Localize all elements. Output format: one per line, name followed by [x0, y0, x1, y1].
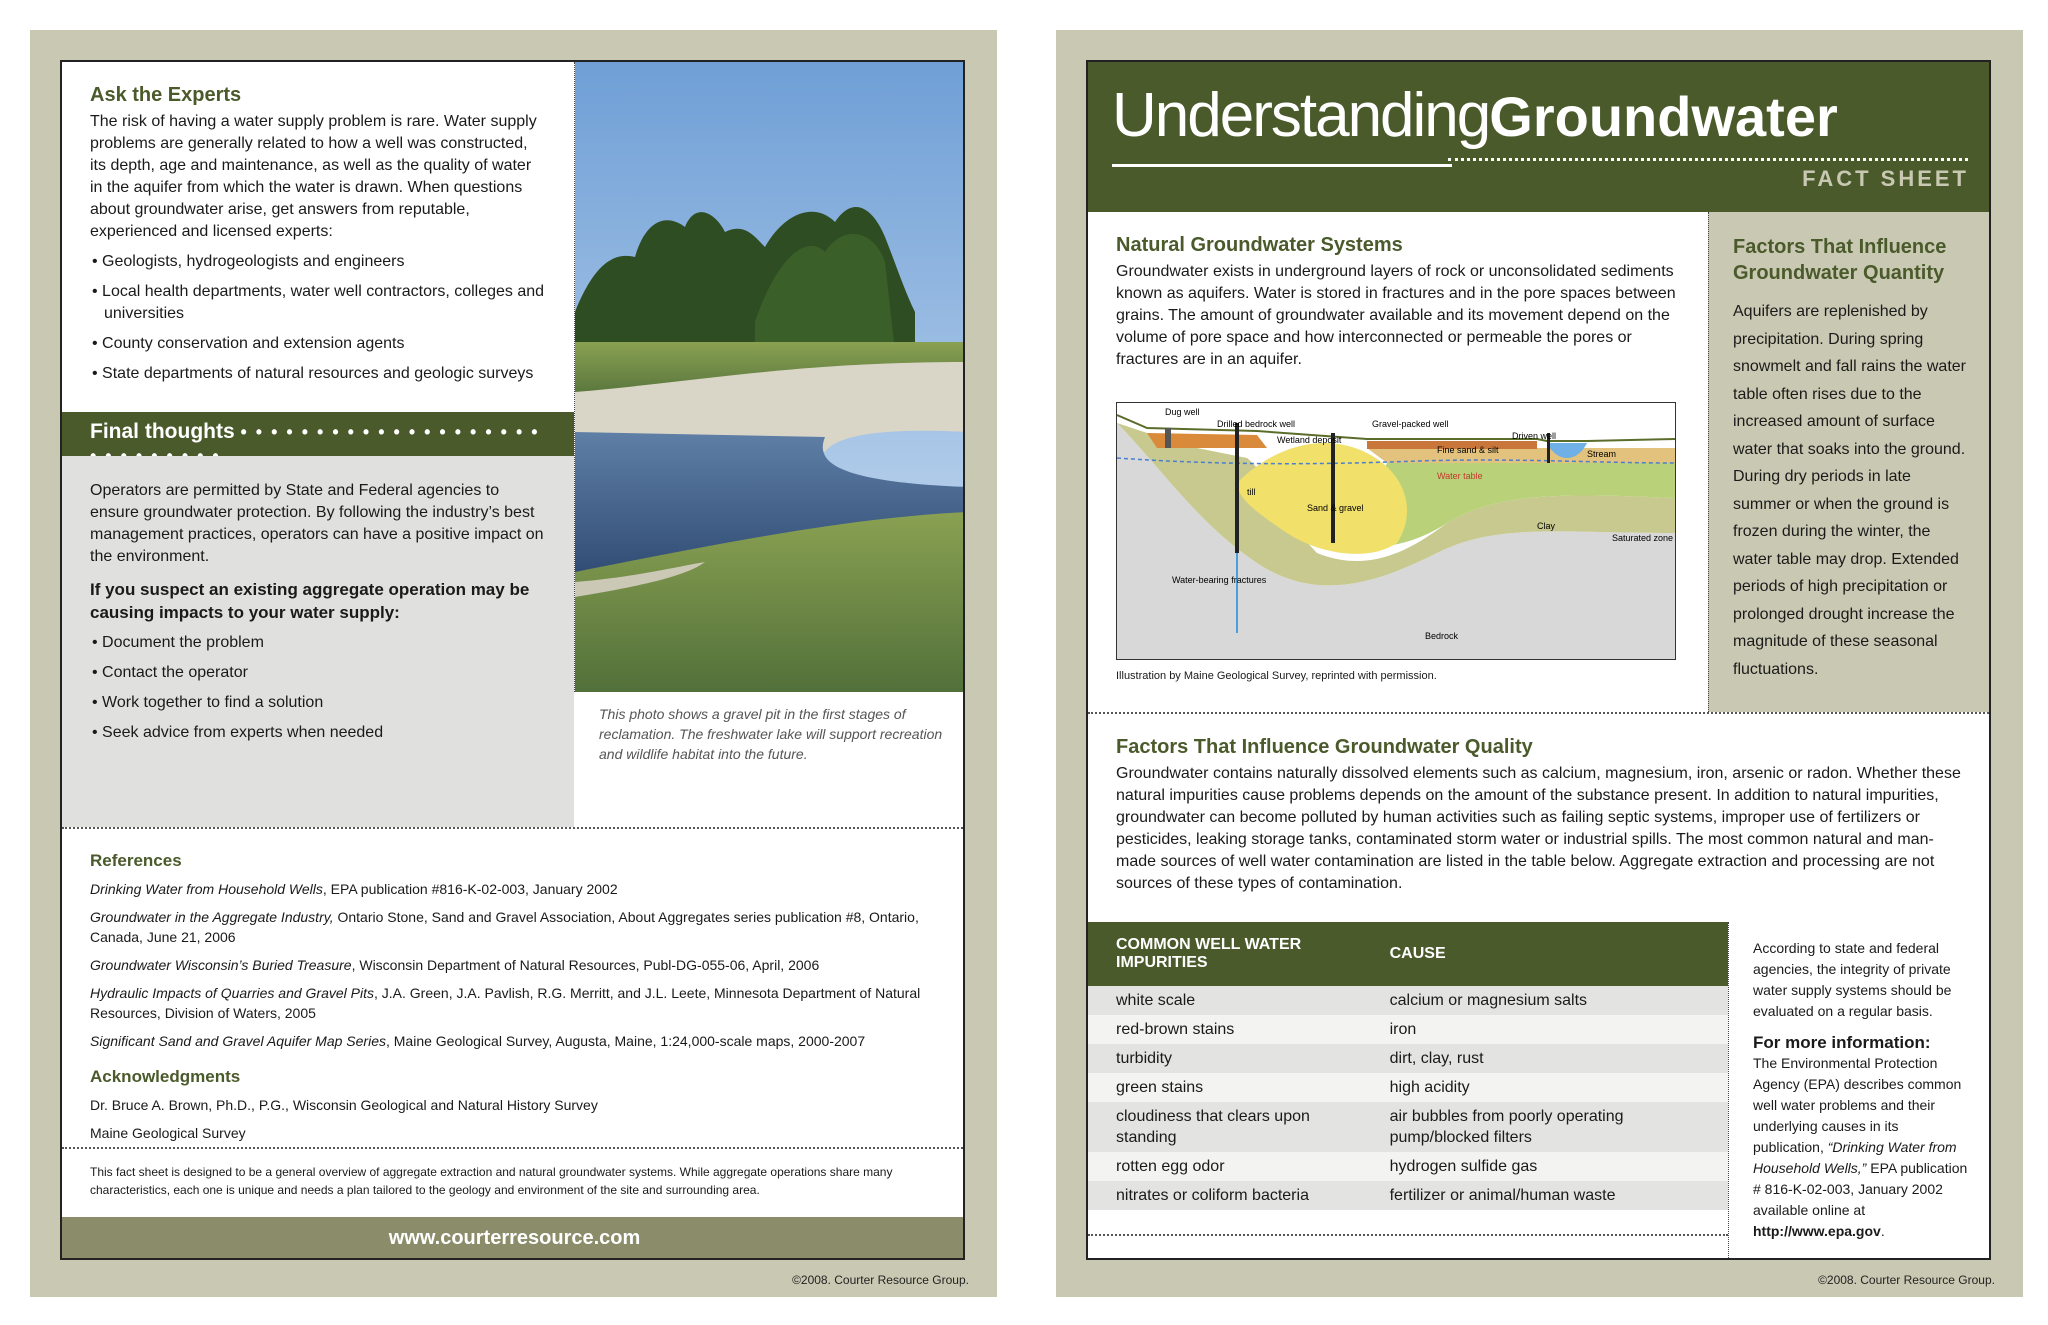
- column-header-cause: CAUSE: [1378, 922, 1728, 986]
- impurities-table: [1088, 922, 1728, 1210]
- table-row: nitrates or coliform bacteria fertilizer or animal/human waste: [1088, 1181, 1728, 1210]
- list-item: • State departments of natural resources and geologic surveys: [90, 363, 546, 385]
- diagram-label: Fine sand & silt: [1437, 445, 1499, 455]
- disclaimer: This fact sheet is designed to be a general overview of aggregate extraction and natural groundwater systems. While aggregate operations share many characteristics, each one is unique and needs a plan tailored to the geology and environment of the site and surrounding area.: [62, 1147, 965, 1217]
- list-item: • Local health departments, water well contractors, colleges and universities: [90, 281, 546, 325]
- diagram-label: Stream: [1587, 449, 1617, 459]
- title-banner: [1088, 62, 1991, 212]
- acknowledgments-heading: Acknowledgments: [90, 1067, 241, 1086]
- table-row: white scale calcium or magnesium salts: [1088, 986, 1728, 1015]
- table-row: green stains high acidity: [1088, 1073, 1728, 1102]
- final-thoughts-bar: [62, 412, 574, 456]
- diagram-credit: Illustration by Maine Geological Survey, reprinted with permission.: [1116, 670, 1437, 682]
- experts-list: [90, 251, 546, 385]
- more-info-heading: For more information:: [1753, 1033, 1931, 1052]
- table-row: red-brown stains iron: [1088, 1015, 1728, 1044]
- diagram-label: Drilled bedrock well: [1217, 419, 1296, 429]
- more-info-body: The Environmental Protection Agency (EPA) describes common well water problems and their underlying causes in its publication, “Drinking Water from Household Wells,” EPA publication # 816-K-02-003, January 2002 available online at http://www.epa.gov.: [1753, 1055, 1968, 1239]
- final-thoughts-body: Operators are permitted by State and Federal agencies to ensure groundwater protection. By following the industry’s best management practices, operators can have a positive impact on the environment.: [90, 482, 544, 565]
- diagram-label: Saturated zone: [1612, 533, 1674, 543]
- list-item: • Contact the operator: [90, 662, 546, 684]
- list-item: • County conservation and extension agents: [90, 333, 546, 355]
- column-header-impurities: COMMON WELL WATER IMPURITIES: [1088, 922, 1378, 986]
- experts-heading: Ask the Experts: [90, 84, 242, 106]
- table-row: cloudiness that clears upon standing air bubbles from poorly operating pump/blocked filters: [1088, 1102, 1728, 1152]
- natural-heading: Natural Groundwater Systems: [1116, 234, 1403, 256]
- reclaimed-lake-image: [575, 62, 965, 692]
- title-light: Understanding: [1112, 81, 1490, 150]
- front-page-frame: [1086, 60, 1991, 1260]
- epa-link[interactable]: http://www.epa.gov: [1753, 1223, 1881, 1239]
- experts-body: The risk of having a water supply problem is rare. Water supply problems are generally related to how a well was constructed, its depth, age and maintenance, as well as the quality of water in the aquifer from which the water is drawn. When questions about groundwater arise, get answers from reputable, experienced and licensed experts:: [90, 113, 537, 240]
- sidebar-intro: According to state and federal agencies, the integrity of private water supply systems should be evaluated on a regular basis.: [1753, 940, 1952, 1019]
- diagram-label: Gravel-packed well: [1372, 419, 1449, 429]
- acknowledgment-item: Dr. Bruce A. Brown, Ph.D., P.G., Wisconsin Geological and Natural History Survey: [90, 1097, 598, 1113]
- photo-caption: This photo shows a gravel pit in the first stages of reclamation. The freshwater lake will support recreation and wildlife habitat into the future.: [575, 692, 965, 827]
- groundwater-quality-section: [1088, 712, 1991, 922]
- dotted-rule: • • • • • • • • • • • • • • • • • • • •: [240, 422, 540, 442]
- back-page-frame: [60, 60, 965, 1260]
- diagram-label: till: [1247, 487, 1256, 497]
- groundwater-quantity-section: [1708, 212, 1991, 712]
- diagram-label: Dug well: [1165, 407, 1200, 417]
- diagram-label: Bedrock: [1425, 631, 1459, 641]
- acknowledgment-item: Maine Geological Survey: [90, 1125, 246, 1141]
- reference-item: Significant Sand and Gravel Aquifer Map Series, Maine Geological Survey, Augusta, Maine, 1:24,000-scale maps, 2000-2007: [90, 1033, 866, 1049]
- front-page: [1056, 30, 2023, 1297]
- title-underline: [1112, 164, 1452, 167]
- gravel-pit-photo: [574, 62, 965, 762]
- diagram-label: Sand & gravel: [1307, 503, 1364, 513]
- quality-heading: Factors That Influence Groundwater Quality: [1116, 736, 1533, 758]
- final-thoughts-heading: Final thoughts: [90, 420, 235, 443]
- final-thoughts-callout: If you suspect an existing aggregate operation may be causing impacts to your water supply:: [90, 580, 530, 622]
- reference-item: Hydraulic Impacts of Quarries and Gravel Pits, J.A. Green, J.A. Pavlish, R.G. Merritt, and J.L. Leete, Minnesota Department of Natural Resources, Division of Waters, 2005: [90, 985, 921, 1021]
- reference-item: Groundwater Wisconsin’s Buried Treasure, Wisconsin Department of Natural Resources, Publ-DG-055-06, April, 2006: [90, 957, 820, 973]
- back-page: [30, 30, 997, 1297]
- final-thoughts-section: [62, 456, 574, 827]
- impurities-table-container: [1088, 922, 1728, 1260]
- reference-item: Drinking Water from Household Wells, EPA publication #816-K-02-003, January 2002: [90, 881, 618, 897]
- diagram-label: Water table: [1437, 471, 1483, 481]
- references-heading: References: [90, 851, 182, 870]
- diagram-label: Driven well: [1512, 431, 1557, 441]
- quantity-heading: Factors That Influence Groundwater Quantity: [1733, 236, 1947, 284]
- list-item: • Seek advice from experts when needed: [90, 722, 546, 744]
- fact-sheet-label: FACT SHEET: [1802, 166, 1969, 191]
- ask-the-experts-section: [62, 62, 574, 412]
- list-item: • Geologists, hydrogeologists and engineers: [90, 251, 546, 273]
- table-row: turbidity dirt, clay, rust: [1088, 1044, 1728, 1073]
- diagram-label: Wetland deposit: [1277, 435, 1342, 445]
- list-item: • Document the problem: [90, 632, 546, 654]
- groundwater-cross-section-diagram: [1116, 402, 1676, 660]
- copyright: ©2008. Courter Resource Group.: [792, 1273, 969, 1287]
- diagram-label: Clay: [1537, 521, 1556, 531]
- quantity-body: Aquifers are replenished by precipitation. During spring snowmelt and fall rains the water table often rises due to the increased amount of surface water that soaks into the ground. During dry periods in late summer or when the ground is frozen during the winter, the water table may drop. Extended periods of high precipitation or prolonged drought increase the magnitude of these seasonal fluctuations.: [1733, 303, 1966, 678]
- diagram-label: Water-bearing fractures: [1172, 575, 1267, 585]
- table-row: rotten egg odor hydrogen sulfide gas: [1088, 1152, 1728, 1181]
- table-dotted-rule: [1088, 1234, 1728, 1236]
- website-link[interactable]: www.courterresource.com: [62, 1217, 965, 1260]
- more-info-sidebar: [1728, 922, 1991, 1260]
- natural-groundwater-section: [1088, 212, 1708, 712]
- quality-body: Groundwater contains naturally dissolved elements such as calcium, magnesium, iron, arsenic or radon. Whether these natural impurities cause problems depends on the amount of the substance present. In addition to natural impurities, groundwater can become polluted by human activities such as failing septic systems, improper use of fertilizers or pesticides, leaking storage tanks, contaminated storm water or industrial spills. The most common natural and man-made sources of well water contamination are listed in the table below. Aggregate extraction and processing are not sources of these types of contamination.: [1116, 765, 1961, 892]
- reference-item: Groundwater in the Aggregate Industry, Ontario Stone, Sand and Gravel Association, About Aggregates series publication #8, Ontario, Canada, June 21, 2006: [90, 909, 919, 945]
- natural-body: Groundwater exists in underground layers of rock or unconsolidated sediments known as aquifers. Water is stored in fractures and in the pore spaces between grains. The amount of groundwater available and its movement depend on the volume of pore space and how interconnected or permeable the pores or fractures are in an aquifer.: [1116, 263, 1676, 368]
- final-thoughts-list: [90, 632, 546, 744]
- copyright: ©2008. Courter Resource Group.: [1818, 1273, 1995, 1287]
- list-item: • Work together to find a solution: [90, 692, 546, 714]
- title-dotted-rule: [1448, 158, 1968, 161]
- title-bold: Groundwater: [1489, 85, 1838, 148]
